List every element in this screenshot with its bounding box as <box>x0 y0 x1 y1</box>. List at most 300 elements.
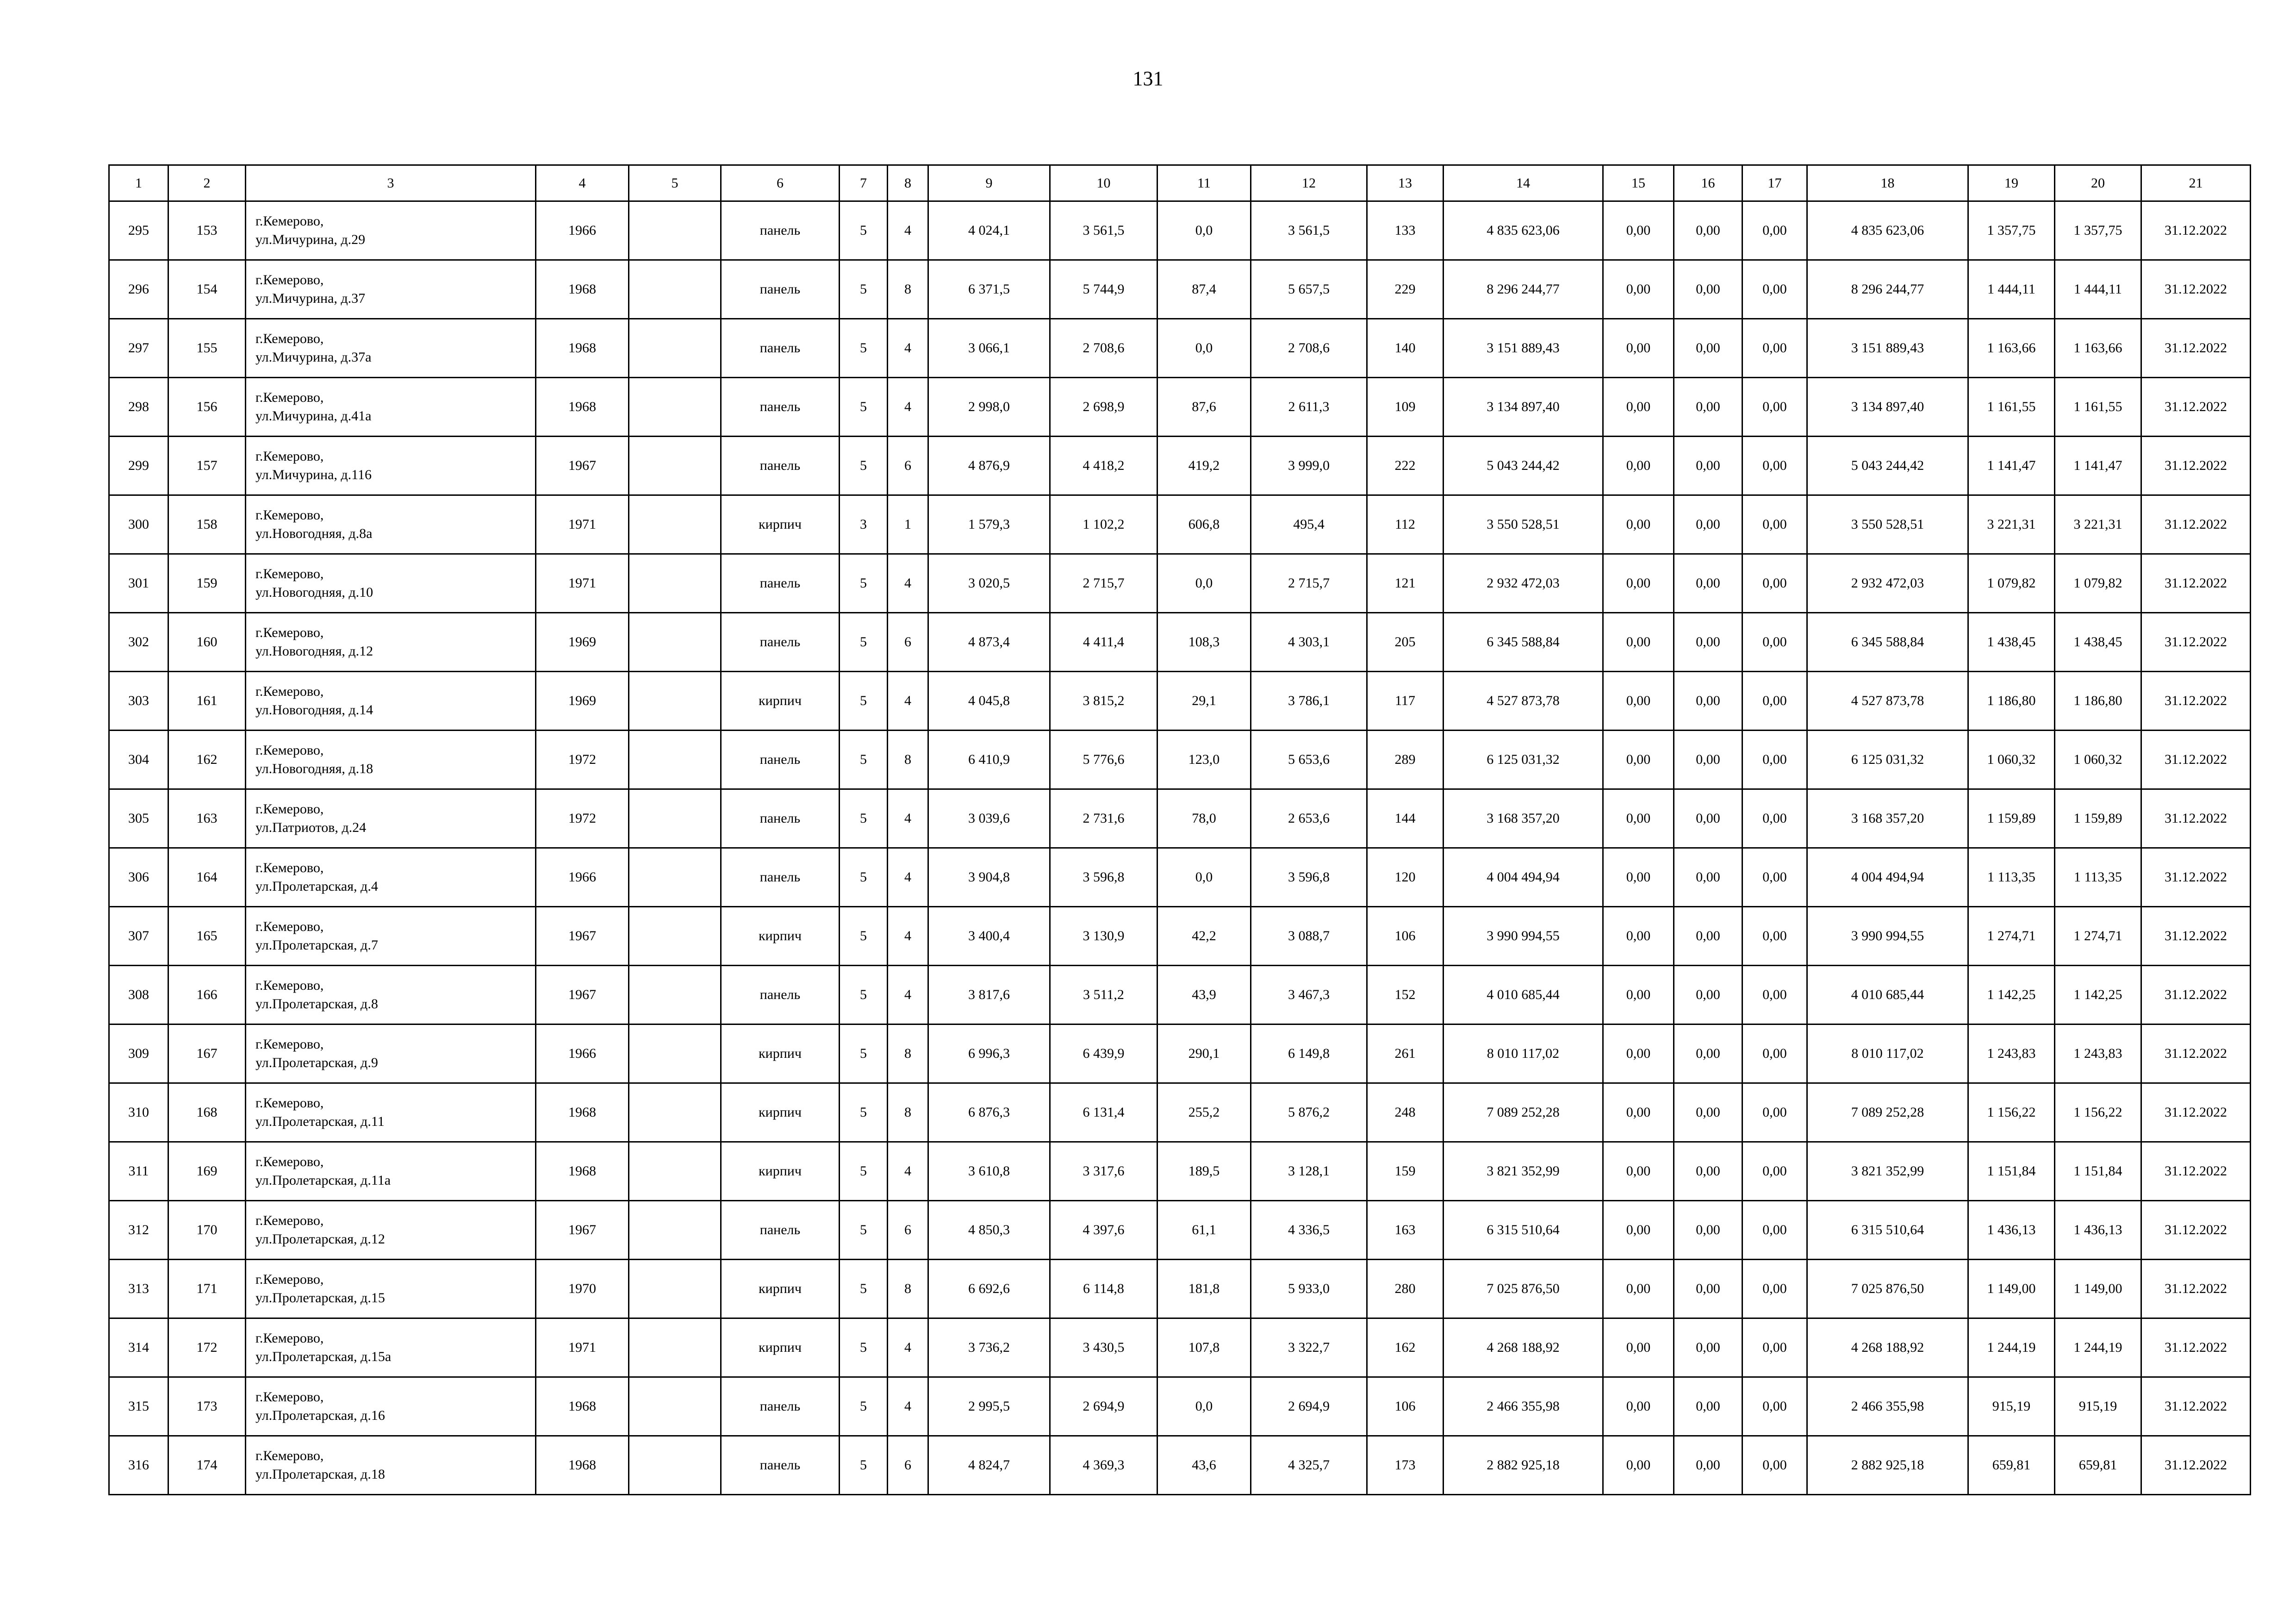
table-cell: 1968 <box>536 260 629 319</box>
table-cell: 2 466 355,98 <box>1444 1377 1603 1436</box>
address-city: г.Кемерово, <box>255 449 324 464</box>
table-cell: 1 149,00 <box>2055 1260 2141 1318</box>
table-cell: 173 <box>1367 1436 1444 1495</box>
table-cell: 163 <box>168 789 246 848</box>
column-header: 17 <box>1742 165 1807 201</box>
table-cell: 0,00 <box>1742 260 1807 319</box>
table-cell: 1 161,55 <box>1968 378 2055 437</box>
table-cell: 31.12.2022 <box>2141 848 2251 907</box>
table-cell: 0,00 <box>1674 1024 1742 1083</box>
table-cell: 158 <box>168 495 246 554</box>
table-cell: 5 <box>840 848 888 907</box>
table-cell: 4 <box>888 966 928 1024</box>
address-cell <box>246 1436 536 1495</box>
table-cell: 6 345 588,84 <box>1807 613 1968 672</box>
table-cell: 4 <box>888 1318 928 1377</box>
table-cell: 3 430,5 <box>1050 1318 1157 1377</box>
table-cell: 4 <box>888 789 928 848</box>
table-cell: 307 <box>109 907 168 966</box>
table-cell: 316 <box>109 1436 168 1495</box>
table-cell: 1 436,13 <box>2055 1201 2141 1260</box>
table-cell: панель <box>721 260 840 319</box>
table-cell <box>629 495 721 554</box>
column-header: 16 <box>1674 165 1742 201</box>
table-cell: 3 990 994,55 <box>1807 907 1968 966</box>
table-cell: 0,00 <box>1742 789 1807 848</box>
table-cell: 3 151 889,43 <box>1444 319 1603 378</box>
address-cell <box>246 319 536 378</box>
table-row <box>109 554 2251 613</box>
table-cell: 305 <box>109 789 168 848</box>
table-cell: 1 243,83 <box>1968 1024 2055 1083</box>
table-cell <box>629 731 721 789</box>
table-cell: 3 821 352,99 <box>1444 1142 1603 1201</box>
address-cell <box>246 1024 536 1083</box>
table-cell <box>629 554 721 613</box>
table-cell: 0,00 <box>1603 1318 1674 1377</box>
address-city: г.Кемерово, <box>255 801 324 817</box>
table-cell: 0,00 <box>1603 613 1674 672</box>
table-cell: 3 168 357,20 <box>1807 789 1968 848</box>
table-cell: 1 141,47 <box>2055 437 2141 495</box>
table-cell: 5 <box>840 260 888 319</box>
address-city: г.Кемерово, <box>255 272 324 287</box>
table-cell: 0,00 <box>1674 260 1742 319</box>
table-cell: 4 325,7 <box>1251 1436 1367 1495</box>
table-cell: 7 089 252,28 <box>1807 1083 1968 1142</box>
table-cell: 5 <box>840 731 888 789</box>
table-cell: 3 221,31 <box>1968 495 2055 554</box>
table-cell: 4 010 685,44 <box>1807 966 1968 1024</box>
table-cell: 0,00 <box>1674 378 1742 437</box>
table-cell: 106 <box>1367 1377 1444 1436</box>
table-cell: 31.12.2022 <box>2141 495 2251 554</box>
table-cell: 298 <box>109 378 168 437</box>
address-cell <box>246 789 536 848</box>
table-cell: 313 <box>109 1260 168 1318</box>
table-cell: 2 731,6 <box>1050 789 1157 848</box>
table-cell: 4 397,6 <box>1050 1201 1157 1260</box>
table-cell: 87,6 <box>1157 378 1251 437</box>
table-cell: 168 <box>168 1083 246 1142</box>
table-cell: 0,00 <box>1742 1260 1807 1318</box>
table-cell <box>629 260 721 319</box>
column-header: 11 <box>1157 165 1251 201</box>
table-cell: 3 134 897,40 <box>1807 378 1968 437</box>
table-cell: 4 <box>888 672 928 731</box>
table-cell: 1 <box>888 495 928 554</box>
table-cell: 0,00 <box>1742 554 1807 613</box>
table-cell: 6 315 510,64 <box>1807 1201 1968 1260</box>
table-cell: 31.12.2022 <box>2141 1260 2251 1318</box>
address-cell <box>246 437 536 495</box>
address-city: г.Кемерово, <box>255 860 324 875</box>
table-cell: 0,0 <box>1157 201 1251 260</box>
table-cell: 0,00 <box>1603 1142 1674 1201</box>
table-cell: 2 882 925,18 <box>1807 1436 1968 1495</box>
table-cell: панель <box>721 1377 840 1436</box>
table-cell: 120 <box>1367 848 1444 907</box>
table-row <box>109 1260 2251 1318</box>
table-cell: 5 <box>840 789 888 848</box>
table-cell: 5 <box>840 1142 888 1201</box>
table-cell: 8 <box>888 260 928 319</box>
table-cell: 0,00 <box>1603 495 1674 554</box>
table-cell: 1 156,22 <box>2055 1083 2141 1142</box>
table-cell: 109 <box>1367 378 1444 437</box>
table-cell: 3 128,1 <box>1251 1142 1367 1201</box>
column-header: 9 <box>928 165 1050 201</box>
table-cell: 0,00 <box>1742 1083 1807 1142</box>
address-street: ул.Патриотов, д.24 <box>255 820 367 835</box>
table-cell <box>629 848 721 907</box>
table-cell: 0,00 <box>1603 260 1674 319</box>
column-header: 10 <box>1050 165 1157 201</box>
address-cell <box>246 495 536 554</box>
table-cell: 3 736,2 <box>928 1318 1050 1377</box>
table-cell: 3 066,1 <box>928 319 1050 378</box>
table-cell: 0,00 <box>1603 966 1674 1024</box>
table-cell: 303 <box>109 672 168 731</box>
address-street: ул.Мичурина, д.29 <box>255 232 366 247</box>
table-cell: 1 274,71 <box>1968 907 2055 966</box>
table-cell: 0,00 <box>1674 319 1742 378</box>
table-cell: 5 776,6 <box>1050 731 1157 789</box>
table-cell: 290,1 <box>1157 1024 1251 1083</box>
table-cell: 1 159,89 <box>1968 789 2055 848</box>
address-street: ул.Пролетарская, д.15 <box>255 1290 385 1305</box>
table-cell: панель <box>721 731 840 789</box>
table-cell: 156 <box>168 378 246 437</box>
address-city: г.Кемерово, <box>255 1095 324 1111</box>
table-row <box>109 1024 2251 1083</box>
table-cell <box>629 1318 721 1377</box>
table-cell: 4 527 873,78 <box>1807 672 1968 731</box>
table-cell: 1 357,75 <box>1968 201 2055 260</box>
table-cell: 2 882 925,18 <box>1444 1436 1603 1495</box>
table-cell: 5 <box>840 1024 888 1083</box>
table-cell: 4 824,7 <box>928 1436 1050 1495</box>
table-cell: 6 876,3 <box>928 1083 1050 1142</box>
table-cell: 0,00 <box>1674 789 1742 848</box>
table-cell: 0,0 <box>1157 1377 1251 1436</box>
table-cell: 7 025 876,50 <box>1807 1260 1968 1318</box>
table-row <box>109 1318 2251 1377</box>
table-cell: 300 <box>109 495 168 554</box>
address-city: г.Кемерово, <box>255 566 324 581</box>
table-cell: кирпич <box>721 1318 840 1377</box>
table-cell: 155 <box>168 319 246 378</box>
table-cell: 5 876,2 <box>1251 1083 1367 1142</box>
table-cell: 4 835 623,06 <box>1444 201 1603 260</box>
table-cell: 161 <box>168 672 246 731</box>
table-cell: 31.12.2022 <box>2141 672 2251 731</box>
table-cell: 0,00 <box>1603 319 1674 378</box>
table-cell: 0,00 <box>1603 1377 1674 1436</box>
table-cell: 1 163,66 <box>2055 319 2141 378</box>
table-cell: 3 322,7 <box>1251 1318 1367 1377</box>
table-row <box>109 201 2251 260</box>
table-cell: 171 <box>168 1260 246 1318</box>
address-cell <box>246 848 536 907</box>
table-cell: кирпич <box>721 1142 840 1201</box>
table-cell: 157 <box>168 437 246 495</box>
table-cell: 2 715,7 <box>1251 554 1367 613</box>
address-street: ул.Пролетарская, д.4 <box>255 879 378 894</box>
table-cell: 4 004 494,94 <box>1444 848 1603 907</box>
table-cell: 3 550 528,51 <box>1807 495 1968 554</box>
table-row <box>109 1377 2251 1436</box>
table-cell: 1 244,19 <box>1968 1318 2055 1377</box>
table-cell: 3 904,8 <box>928 848 1050 907</box>
table-cell: 311 <box>109 1142 168 1201</box>
table-cell: 0,00 <box>1674 848 1742 907</box>
table-cell: 0,00 <box>1742 907 1807 966</box>
address-cell <box>246 1142 536 1201</box>
table-cell: 4 876,9 <box>928 437 1050 495</box>
address-street: ул.Мичурина, д.41а <box>255 408 372 424</box>
table-cell: 31.12.2022 <box>2141 613 2251 672</box>
table-cell <box>629 1024 721 1083</box>
address-street: ул.Новогодняя, д.18 <box>255 761 373 776</box>
table-cell: 0,00 <box>1742 1024 1807 1083</box>
address-street: ул.Мичурина, д.37 <box>255 291 366 306</box>
table-cell: 255,2 <box>1157 1083 1251 1142</box>
table-cell: панель <box>721 554 840 613</box>
table-cell: 289 <box>1367 731 1444 789</box>
table-cell: 172 <box>168 1318 246 1377</box>
table-cell: 1966 <box>536 201 629 260</box>
table-row <box>109 437 2251 495</box>
table-cell: 162 <box>1367 1318 1444 1377</box>
table-cell: 5 <box>840 378 888 437</box>
table-cell: 0,00 <box>1674 437 1742 495</box>
table-cell: 3 786,1 <box>1251 672 1367 731</box>
table-cell: 43,6 <box>1157 1436 1251 1495</box>
table-cell: 304 <box>109 731 168 789</box>
table-cell: 31.12.2022 <box>2141 1201 2251 1260</box>
address-city: г.Кемерово, <box>255 684 324 699</box>
table-cell: 299 <box>109 437 168 495</box>
table-cell: кирпич <box>721 1083 840 1142</box>
table-cell: 1967 <box>536 1201 629 1260</box>
column-header: 20 <box>2055 165 2141 201</box>
table-cell: 3 610,8 <box>928 1142 1050 1201</box>
address-street: ул.Пролетарская, д.18 <box>255 1467 385 1482</box>
table-cell: 4 <box>888 319 928 378</box>
table-cell: 419,2 <box>1157 437 1251 495</box>
table-cell: 3 088,7 <box>1251 907 1367 966</box>
table-cell: 0,00 <box>1674 966 1742 1024</box>
table-cell: 1 243,83 <box>2055 1024 2141 1083</box>
table-cell: 261 <box>1367 1024 1444 1083</box>
address-cell <box>246 1201 536 1260</box>
table-cell: 1 444,11 <box>2055 260 2141 319</box>
table-cell: 3 561,5 <box>1251 201 1367 260</box>
table-cell <box>629 378 721 437</box>
table-cell: 309 <box>109 1024 168 1083</box>
table-cell: 0,00 <box>1603 672 1674 731</box>
table-cell: 1966 <box>536 1024 629 1083</box>
table-cell: 0,00 <box>1603 1083 1674 1142</box>
table-cell: 1971 <box>536 1318 629 1377</box>
table-cell: 0,00 <box>1674 1260 1742 1318</box>
table-cell: 2 653,6 <box>1251 789 1367 848</box>
table-cell: 1 186,80 <box>1968 672 2055 731</box>
table-cell: 4 <box>888 201 928 260</box>
table-cell: кирпич <box>721 495 840 554</box>
table-cell: 297 <box>109 319 168 378</box>
table-cell: 31.12.2022 <box>2141 1377 2251 1436</box>
table-cell: 495,4 <box>1251 495 1367 554</box>
table-cell: 0,00 <box>1603 907 1674 966</box>
table-cell: 8 <box>888 731 928 789</box>
table-cell: 0,00 <box>1603 554 1674 613</box>
table-cell: 0,00 <box>1603 1201 1674 1260</box>
table-cell: 6 <box>888 613 928 672</box>
table-cell: 108,3 <box>1157 613 1251 672</box>
table-cell: 0,00 <box>1742 495 1807 554</box>
table-cell: 3 130,9 <box>1050 907 1157 966</box>
table-cell: 6 692,6 <box>928 1260 1050 1318</box>
table-row <box>109 378 2251 437</box>
table-cell: 31.12.2022 <box>2141 731 2251 789</box>
table-cell: 1 079,82 <box>2055 554 2141 613</box>
table-cell: панель <box>721 848 840 907</box>
column-header: 15 <box>1603 165 1674 201</box>
table-cell: 4 835 623,06 <box>1807 201 1968 260</box>
table-cell: 5 744,9 <box>1050 260 1157 319</box>
table-cell: 1 151,84 <box>2055 1142 2141 1201</box>
table-cell: 0,00 <box>1742 848 1807 907</box>
table-cell: 6 <box>888 437 928 495</box>
table-cell: 6 125 031,32 <box>1807 731 1968 789</box>
table-cell: 6 <box>888 1201 928 1260</box>
column-header: 19 <box>1968 165 2055 201</box>
table-cell <box>629 789 721 848</box>
table-cell: 0,00 <box>1603 731 1674 789</box>
page-number: 131 <box>1132 67 1164 90</box>
table-cell: 31.12.2022 <box>2141 260 2251 319</box>
table-cell <box>629 1436 721 1495</box>
table-cell: 4 <box>888 848 928 907</box>
table-cell <box>629 437 721 495</box>
table-cell: 123,0 <box>1157 731 1251 789</box>
table-header-row <box>109 165 2251 201</box>
table-cell: 4 411,4 <box>1050 613 1157 672</box>
table-cell: кирпич <box>721 1024 840 1083</box>
table-cell: 0,00 <box>1674 554 1742 613</box>
table-cell: 0,00 <box>1742 378 1807 437</box>
table-cell: 189,5 <box>1157 1142 1251 1201</box>
column-header: 8 <box>888 165 928 201</box>
table-cell: 1 113,35 <box>2055 848 2141 907</box>
table-cell: панель <box>721 789 840 848</box>
table-cell: 6 371,5 <box>928 260 1050 319</box>
table-cell: 4 <box>888 378 928 437</box>
table-cell: 296 <box>109 260 168 319</box>
address-city: г.Кемерово, <box>255 919 324 934</box>
table-cell: 3 550 528,51 <box>1444 495 1603 554</box>
table-cell: 2 694,9 <box>1050 1377 1157 1436</box>
table-cell: 2 708,6 <box>1050 319 1157 378</box>
table-cell: 2 998,0 <box>928 378 1050 437</box>
table-cell: 4 <box>888 1377 928 1436</box>
table-cell: 1 274,71 <box>2055 907 2141 966</box>
table-cell: 222 <box>1367 437 1444 495</box>
address-city: г.Кемерово, <box>255 1037 324 1052</box>
table-cell: 0,00 <box>1674 1436 1742 1495</box>
address-street: ул.Новогодняя, д.10 <box>255 585 373 600</box>
table-cell <box>629 319 721 378</box>
table-cell: 1 244,19 <box>2055 1318 2141 1377</box>
table-row <box>109 966 2251 1024</box>
address-cell <box>246 731 536 789</box>
table-cell: кирпич <box>721 907 840 966</box>
table-cell: 310 <box>109 1083 168 1142</box>
table-cell: 8 <box>888 1260 928 1318</box>
table-cell: 3 511,2 <box>1050 966 1157 1024</box>
table-cell: 1 141,47 <box>1968 437 2055 495</box>
table-cell: 312 <box>109 1201 168 1260</box>
table-cell: 5 <box>840 319 888 378</box>
table-cell: 0,00 <box>1742 731 1807 789</box>
address-street: ул.Мичурина, д.116 <box>255 467 372 482</box>
address-city: г.Кемерово, <box>255 743 324 758</box>
table-cell: 5 <box>840 1260 888 1318</box>
table-cell: 3 990 994,55 <box>1444 907 1603 966</box>
table-cell <box>629 1377 721 1436</box>
address-street: ул.Пролетарская, д.16 <box>255 1408 385 1423</box>
table-cell: 0,00 <box>1674 613 1742 672</box>
table-cell: 112 <box>1367 495 1444 554</box>
table-cell: 5 <box>840 1377 888 1436</box>
table-cell: 3 817,6 <box>928 966 1050 1024</box>
table-cell: 0,00 <box>1742 319 1807 378</box>
table-cell: 144 <box>1367 789 1444 848</box>
table-cell: 0,00 <box>1603 848 1674 907</box>
table-cell: 0,00 <box>1674 1142 1742 1201</box>
table-cell: 1 142,25 <box>2055 966 2141 1024</box>
table-cell: 31.12.2022 <box>2141 1024 2251 1083</box>
table-cell: 3 151 889,43 <box>1807 319 1968 378</box>
address-city: г.Кемерово, <box>255 1389 324 1405</box>
table-row <box>109 731 2251 789</box>
table-cell: 2 694,9 <box>1251 1377 1367 1436</box>
table-cell: 2 715,7 <box>1050 554 1157 613</box>
table-cell: 5 <box>840 1083 888 1142</box>
column-header: 7 <box>840 165 888 201</box>
table-cell: 0,0 <box>1157 554 1251 613</box>
table-cell: 0,00 <box>1674 1377 1742 1436</box>
column-header: 1 <box>109 165 168 201</box>
table-cell: 6 114,8 <box>1050 1260 1157 1318</box>
table-cell: 4 418,2 <box>1050 437 1157 495</box>
table-cell: 1 079,82 <box>1968 554 2055 613</box>
table-cell: 5 933,0 <box>1251 1260 1367 1318</box>
table-cell: 3 317,6 <box>1050 1142 1157 1201</box>
table-row <box>109 1142 2251 1201</box>
table-cell: 295 <box>109 201 168 260</box>
table-cell: 2 932 472,03 <box>1807 554 1968 613</box>
address-street: ул.Пролетарская, д.9 <box>255 1055 378 1070</box>
table-cell <box>629 201 721 260</box>
table-cell: 1 060,32 <box>1968 731 2055 789</box>
table-cell: 6 <box>888 1436 928 1495</box>
table-cell: 1968 <box>536 319 629 378</box>
table-cell: 1 444,11 <box>1968 260 2055 319</box>
table-cell: 4 004 494,94 <box>1807 848 1968 907</box>
